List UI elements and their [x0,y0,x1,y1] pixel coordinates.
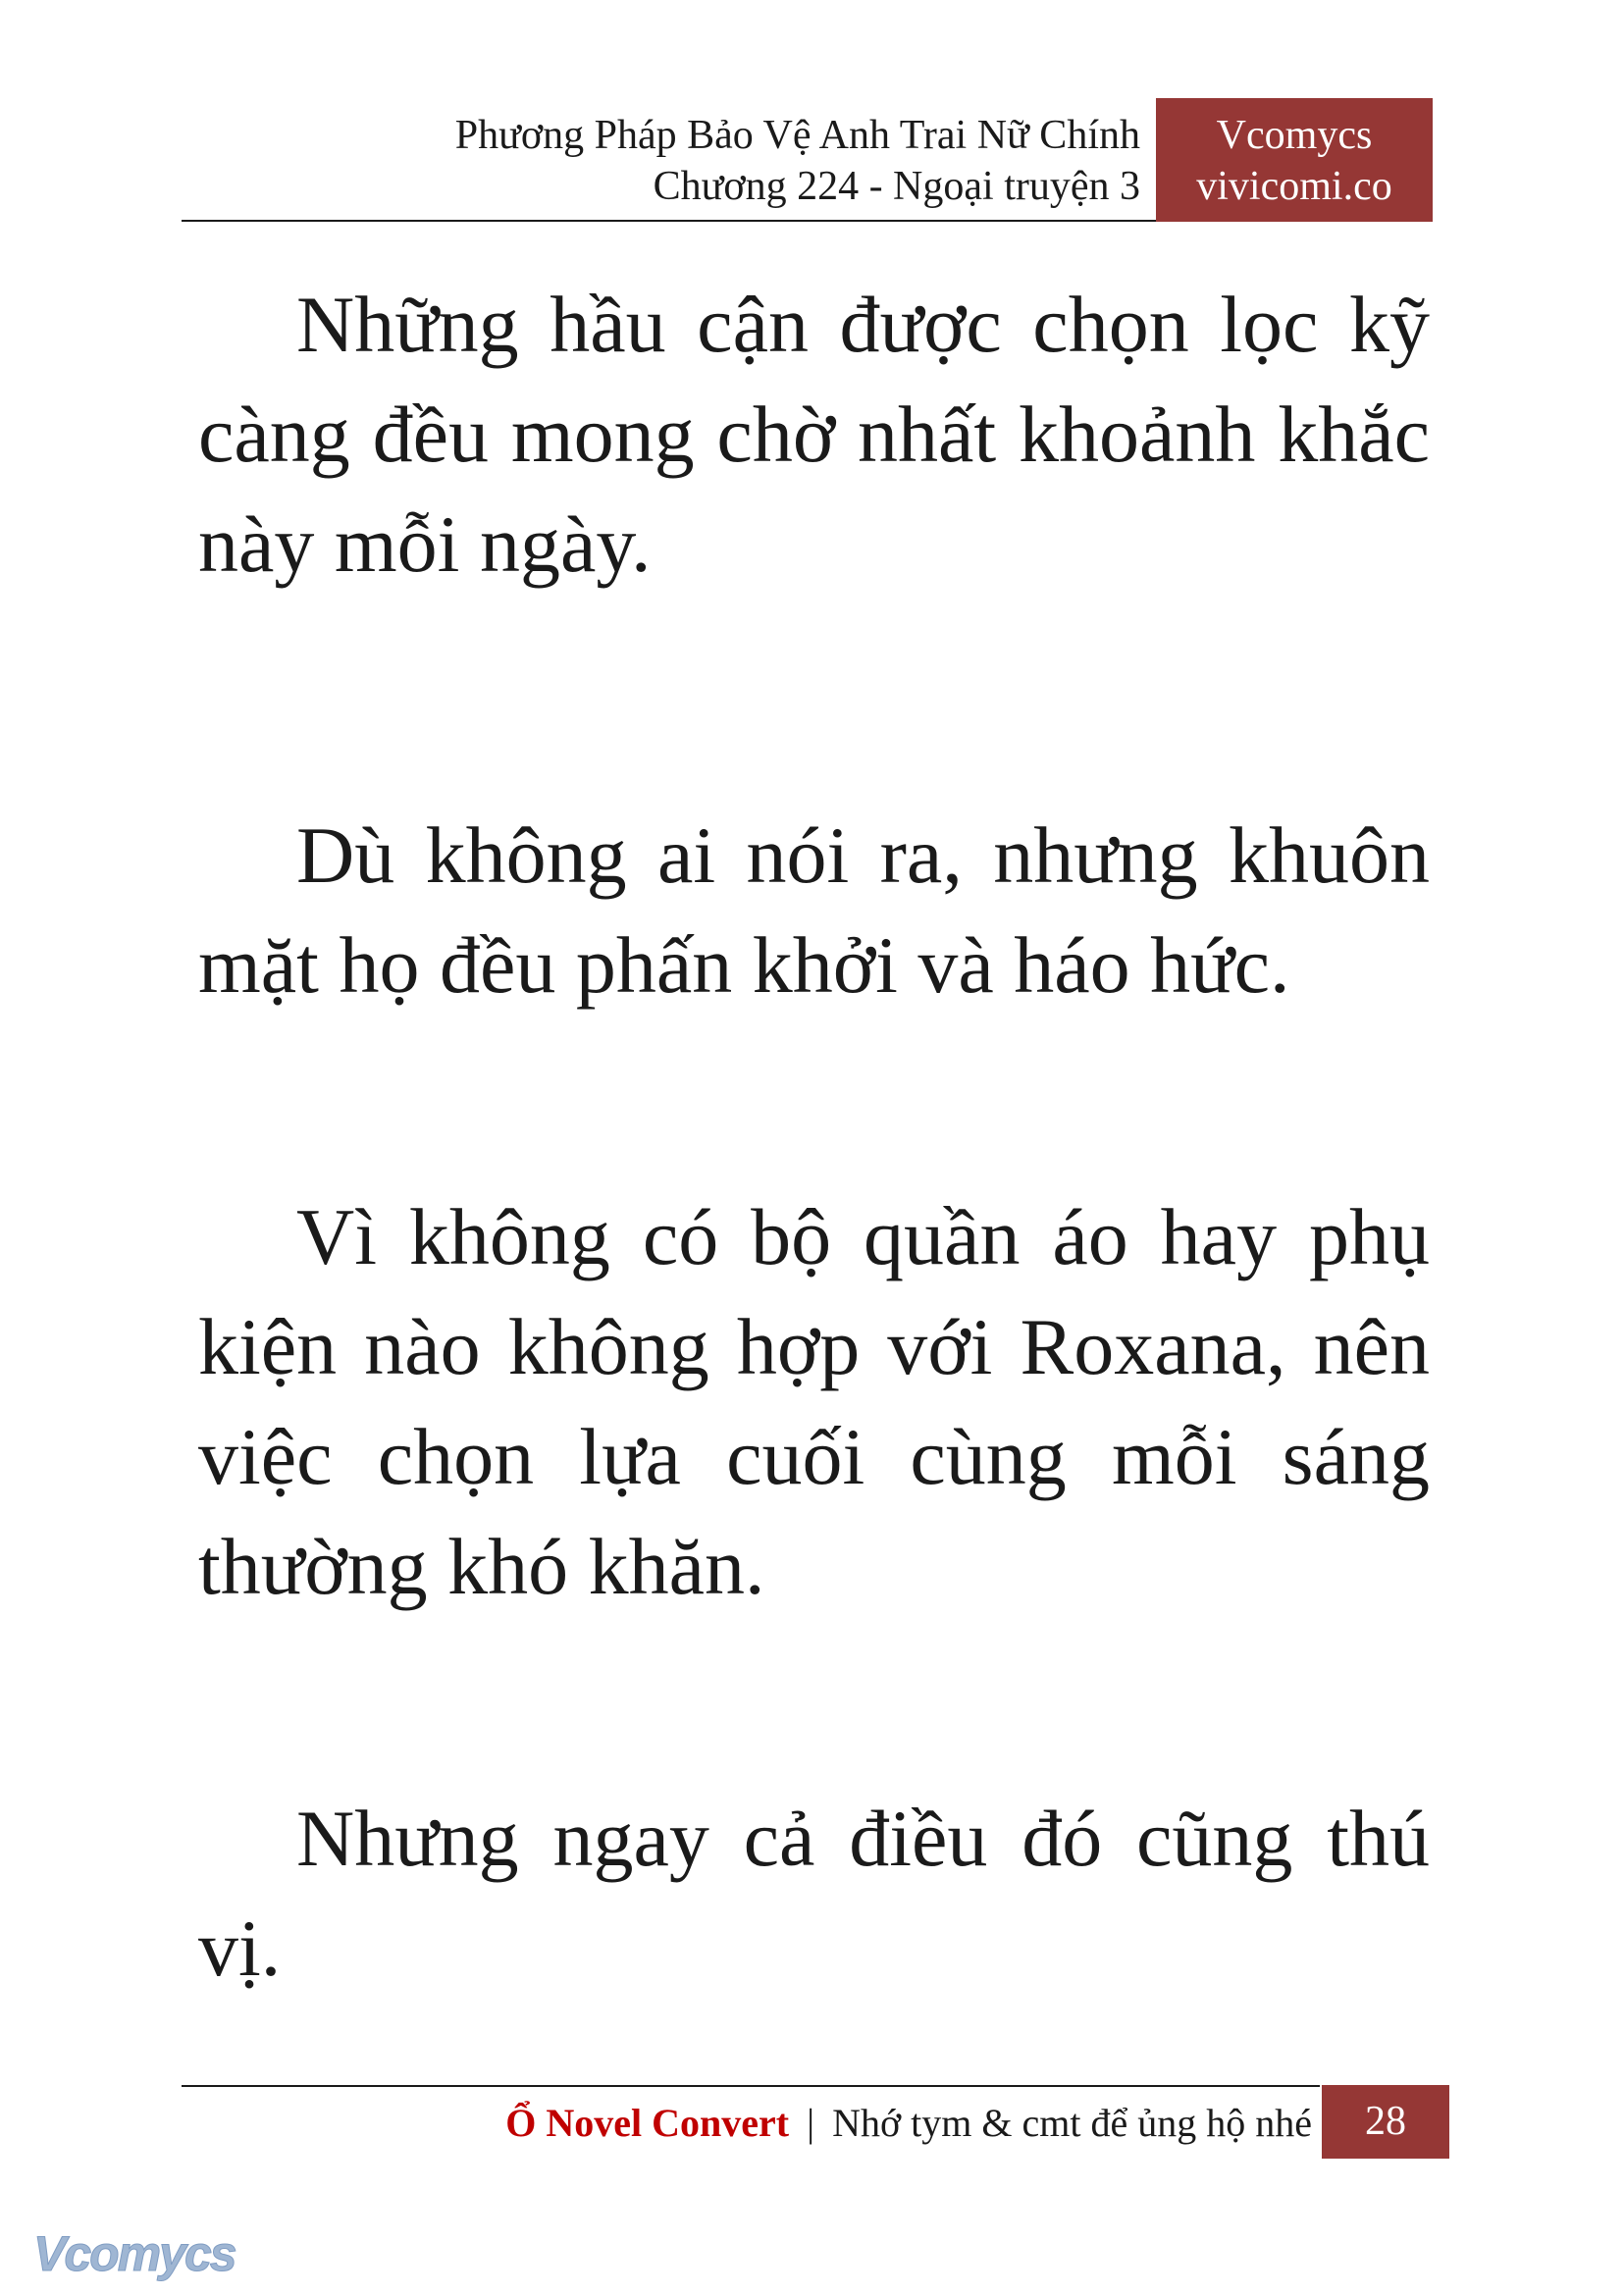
page-header [182,98,1433,222]
footer-divider [182,2085,1320,2087]
paragraph-3: Vì không có bộ quần áo hay phụ kiện nào không hợp với Roxana, nên việc chọn lựa cuối cùng mỗi sáng thường khó khăn. [198,1192,1430,1611]
chapter-title: Chương 224 - Ngoại truyện 3 [653,164,1140,209]
footer-separator: | [807,2101,815,2145]
source-name: Vcomycs [1216,113,1373,158]
source-url: vivicomi.co [1196,164,1392,209]
footer-message: Nhớ tym & cmt để ủng hộ nhé [832,2101,1312,2145]
page-number: 28 [1322,2085,1449,2159]
footer-text [505,2099,1312,2148]
paragraph-4: Nhưng ngay cả điều đó cũng thú vị. [198,1794,1430,1993]
page-footer [182,2085,1449,2159]
book-title: Phương Pháp Bảo Vệ Anh Trai Nữ Chính [454,113,1140,158]
header-divider [182,220,1156,222]
paragraph-2: Dù không ai nói ra, nhưng khuôn mặt họ đều phấn khởi và háo hức. [198,810,1430,1010]
chapter-content [198,270,1430,2004]
header-titles [455,110,1140,212]
watermark-logo-icon [27,2219,253,2288]
paragraph-1: Những hầu cận được chọn lọc kỹ càng đều mong chờ nhất khoảnh khắc này mỗi ngày. [198,280,1430,589]
source-badge [1156,98,1433,222]
footer-brand: Ổ Novel Convert [505,2101,790,2145]
svg-text:Vcomycs: Vcomycs [33,2226,236,2281]
vcomycs-watermark-logo [27,2219,253,2288]
